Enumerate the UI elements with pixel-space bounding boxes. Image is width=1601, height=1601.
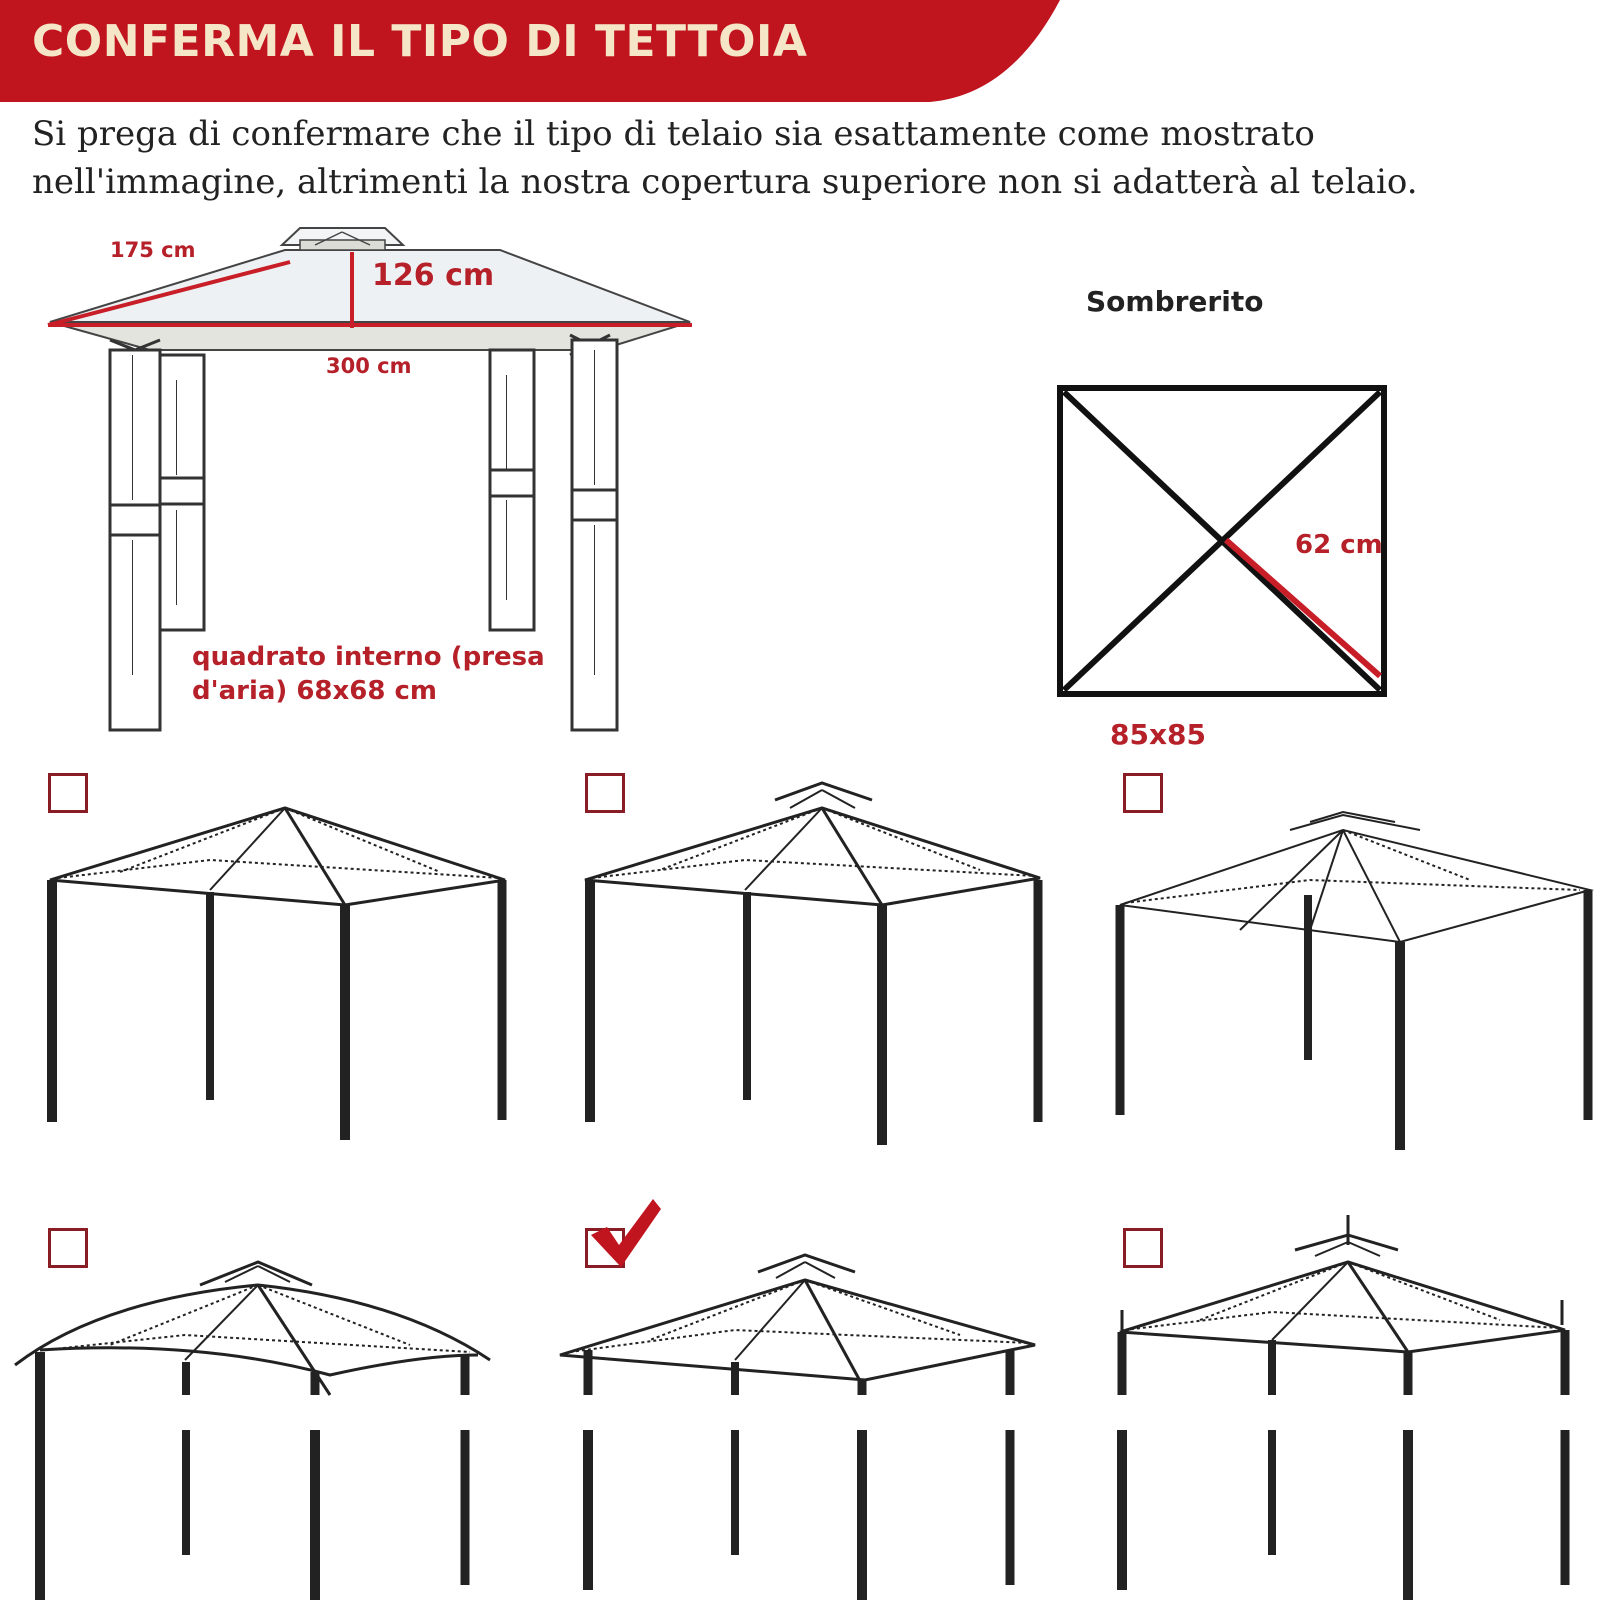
inner-square-line-2: d'aria) 68x68 cm <box>192 676 438 706</box>
option-4-checkbox[interactable] <box>48 1228 88 1268</box>
checkmark-icon <box>585 1195 665 1275</box>
option-6-frame <box>1120 1215 1565 1600</box>
option-1-frame <box>50 808 505 1140</box>
dim-side-label: 175 cm <box>110 238 196 262</box>
option-6-checkbox[interactable] <box>1123 1228 1163 1268</box>
instruction-line-1: Si prega di confermare che il tipo di telaio sia esattamente come mostrato <box>32 114 1315 154</box>
dim-height-label: 126 cm <box>372 258 495 293</box>
sombrerito-title: Sombrerito <box>1086 285 1264 318</box>
page-title: CONFERMA IL TIPO DI TETTOIA <box>32 16 808 67</box>
option-4-frame <box>15 1262 490 1600</box>
dim-width-label: 300 cm <box>326 354 412 378</box>
instruction-line-2: nell'immagine, altrimenti la nostra copertura superiore non si adatterà al telaio. <box>32 162 1418 202</box>
option-3-frame <box>1120 812 1590 1150</box>
inner-square-label <box>192 640 545 708</box>
inner-square-line-1: quadrato interno (presa <box>192 642 545 672</box>
sombrerito-size-label: 85x85 <box>1110 718 1206 751</box>
sombrerito-diagonal-label: 62 cm <box>1295 530 1383 560</box>
option-5-frame <box>560 1255 1035 1600</box>
option-1-checkbox[interactable] <box>48 773 88 813</box>
option-2-checkbox[interactable] <box>585 773 625 813</box>
option-3-checkbox[interactable] <box>1123 773 1163 813</box>
option-2-frame <box>585 783 1040 1145</box>
